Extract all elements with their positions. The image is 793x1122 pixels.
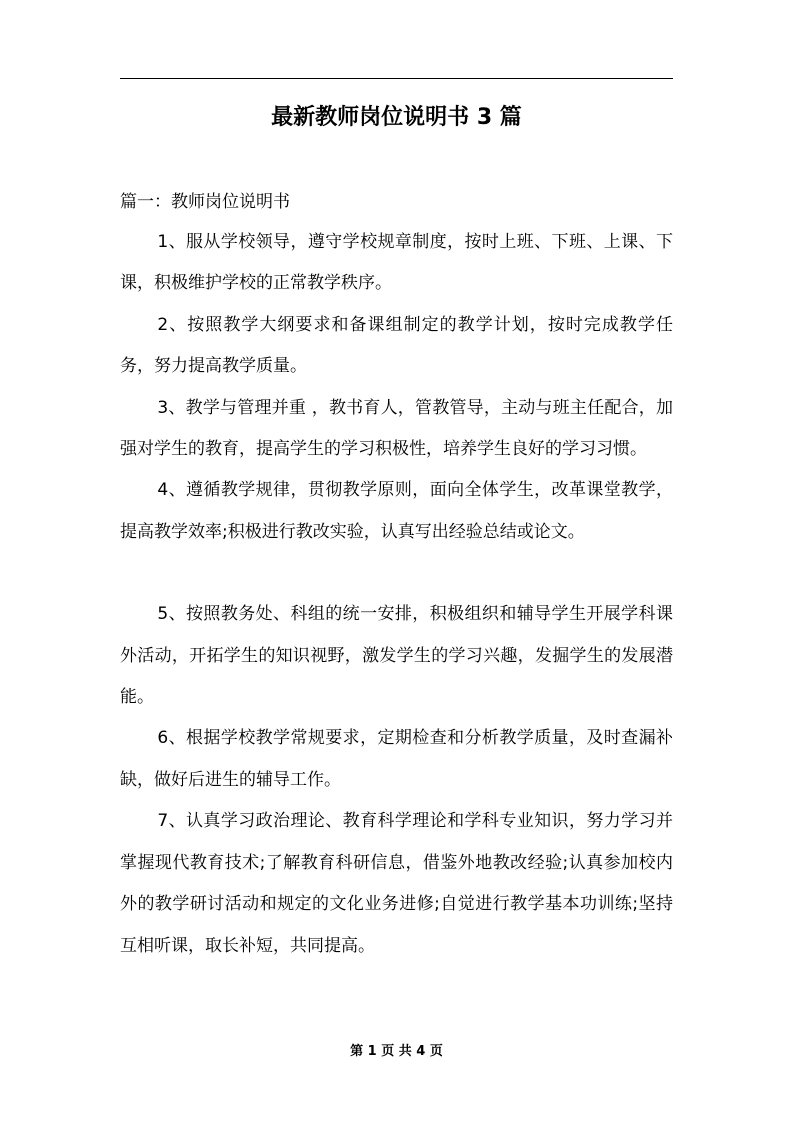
paragraph-1: 1、服从学校领导，遵守学校规章制度，按时上班、下班、上课、下课，积极维护学校的正常教学秩序。 [120, 232, 673, 294]
paragraph-4: 4、遵循教学规律，贯彻教学原则，面向全体学生，改革课堂教学，提高教学效率;积极进行教改实验，认真写出经验总结或论文。 [120, 480, 673, 542]
section-heading: 篇一：教师岗位说明书 [120, 192, 290, 212]
document-title: 最新教师岗位说明书 3 篇 [271, 105, 522, 130]
paragraph-2: 2、按照教学大纲要求和备课组制定的教学计划，按时完成教学任务，努力提高教学质量。 [120, 314, 673, 377]
paragraph-gap [120, 553, 673, 594]
page-footer: 第 1 页 共 4 页 [350, 1044, 443, 1059]
paragraph-5: 5、按照教务处、科组的统一安排，积极组织和辅导学生开展学科课外活动，开拓学生的知识视野，激发学生的学习兴趣，发掘学生的发展潜能。 [120, 604, 673, 708]
paragraph-6: 6、根据学校教学常规要求，定期检查和分析教学质量，及时查漏补缺，做好后进生的辅导工作。 [120, 728, 673, 790]
document-body [120, 182, 673, 967]
paragraph-3: 3、教学与管理并重 ，教书育人，管教管导，主动与班主任配合，加强对学生的教育，提高学生的学习积极性，培养学生良好的学习习惯。 [120, 397, 673, 460]
paragraph-7: 7、认真学习政治理论、教育科学理论和学科专业知识，努力学习并掌握现代教育技术;了解教育科研信息，借鉴外地教改经验;认真参加校内外的教学研讨活动和规定的文化业务进修;自觉进行教学基本功训练;坚持互相听课，取长补短，共同提高。 [120, 811, 673, 956]
header-rule [120, 78, 673, 79]
